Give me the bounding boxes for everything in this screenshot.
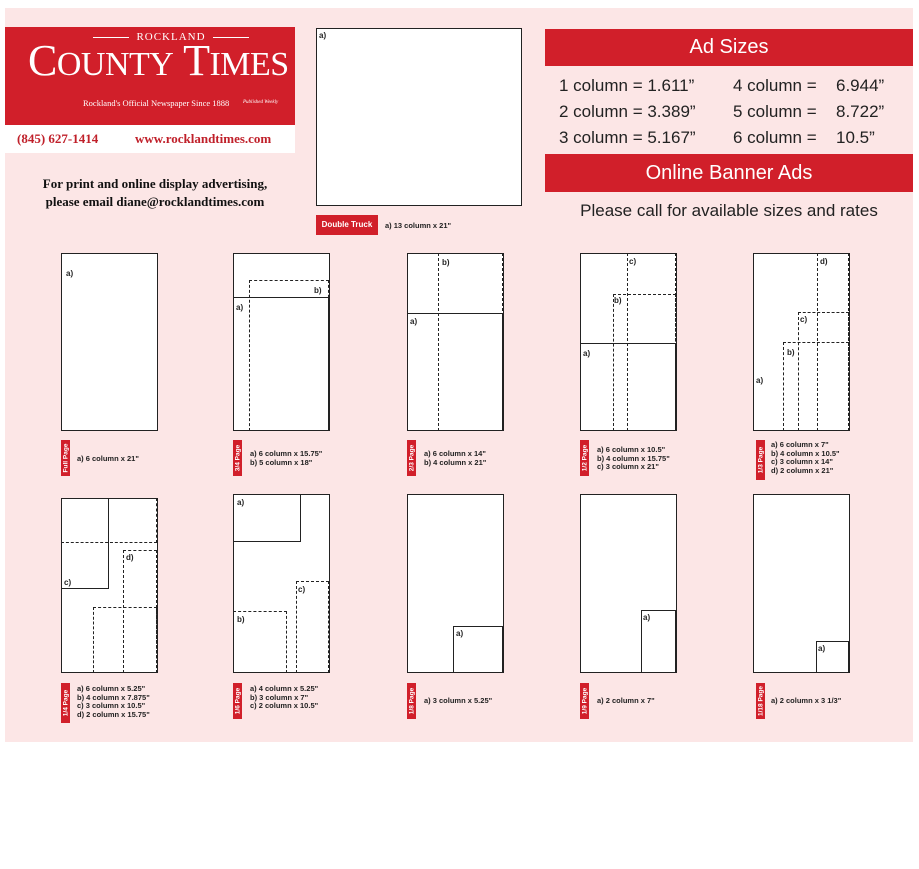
three-quarter-page-tag-text: 3/4 Page: [234, 444, 241, 472]
spec-b: b) 5 column x 18": [250, 457, 313, 467]
spec-b: b) 4 column x 7.875": [77, 692, 150, 702]
size-6-column-label: 6 column =: [733, 128, 817, 147]
newspaper-logo: [5, 27, 295, 125]
ad-area-b: [438, 253, 503, 431]
two-thirds-page-tag-text: 2/3 Page: [408, 444, 415, 472]
sixth-page-tag-text: 1/6 Page: [234, 687, 241, 715]
website-link[interactable]: www.rocklandtimes.com: [135, 131, 272, 146]
box-label-a: a): [756, 376, 764, 385]
spec-c: c) 2 column x 10.5": [250, 701, 319, 711]
two-thirds-page-tag: [407, 440, 416, 476]
quarter-page-tag-text: 1/4 Page: [62, 689, 69, 717]
spec-b: b) 4 column x 10.5": [771, 448, 840, 458]
spec-b: b) 3 column x 7": [250, 692, 309, 702]
double-truck-tag: Double Truck: [316, 215, 378, 235]
size-5-column-label: 5 column =: [733, 102, 817, 121]
ad-sizes-header: Ad Sizes: [545, 29, 913, 66]
spec-a: a) 6 column x 21": [77, 454, 139, 463]
spec-b: b) 4 column x 15.75": [597, 453, 670, 463]
logo-rockland: ROCKLAND: [71, 31, 271, 43]
size-1-column: 1 column = 1.611”: [559, 76, 695, 95]
eighth-page-diagram: [407, 494, 504, 673]
size-4-column-value: 6.944”: [836, 76, 885, 95]
box-label-d: d): [126, 553, 134, 562]
ninth-page-specs: [597, 697, 655, 706]
ad-sizes-right-labels: [733, 73, 817, 151]
box-label-a: a): [66, 269, 74, 278]
ad-area-b: [249, 280, 329, 431]
logo-published: Published Weekly: [243, 100, 279, 105]
logo-title-ounty: OUNTY: [56, 46, 174, 83]
box-label-c: c): [629, 257, 637, 266]
three-quarter-page-diagram: [233, 253, 330, 431]
third-page-specs: [771, 441, 840, 475]
two-thirds-page-diagram: [407, 253, 504, 431]
size-6-column-value: 10.5”: [836, 128, 875, 147]
ad-sizes-right-values: [836, 73, 884, 151]
eighteenth-page-diagram: [753, 494, 850, 673]
spec-c: c) 3 column x 14": [771, 457, 833, 467]
eighteenth-page-specs: [771, 697, 841, 706]
quarter-page-diagram: [61, 498, 158, 673]
logo-tagline: Rockland's Official Newspaper Since 1888: [83, 98, 230, 108]
box-label-d: d): [820, 257, 828, 266]
double-truck-spec: a) 13 column x 21": [385, 221, 452, 230]
online-banner-header: Online Banner Ads: [545, 154, 913, 192]
full-page-diagram: [61, 253, 158, 431]
eighth-page-specs: [424, 697, 492, 706]
ad-sizes-left: [559, 73, 696, 151]
box-label-a: a): [583, 349, 591, 358]
full-page-tag-text: Full Page: [62, 443, 69, 473]
box-label-b: b): [442, 258, 450, 267]
size-5-column-value: 8.722”: [836, 102, 885, 121]
box-label-a: a): [818, 644, 826, 653]
ad-area-c: [296, 581, 329, 673]
box-label-c: c): [800, 315, 808, 324]
logo-title-imes: IMES: [209, 46, 289, 83]
email-line-2[interactable]: please email diane@rocklandtimes.com: [45, 194, 265, 209]
logo-title-c: C: [28, 36, 57, 85]
size-4-column-label: 4 column =: [733, 76, 817, 95]
half-page-tag: [580, 440, 589, 476]
ninth-page-tag-text: 1/9 Page: [581, 687, 588, 715]
half-page-diagram: [580, 253, 677, 431]
sixth-page-specs: [250, 685, 318, 711]
spec-c: c) 3 column x 10.5": [77, 701, 146, 711]
online-banner-note: Please call for available sizes and rates: [580, 201, 878, 220]
sixth-page-diagram: [233, 494, 330, 673]
half-page-specs: [597, 446, 670, 472]
ninth-page-diagram: [580, 494, 677, 673]
box-label-a: a): [456, 629, 464, 638]
size-2-column: 2 column = 3.389”: [559, 102, 696, 121]
spec-a: a) 3 column x 5.25": [424, 696, 493, 705]
half-page-tag-text: 1/2 Page: [581, 444, 588, 472]
box-label-a: a): [236, 303, 244, 312]
two-thirds-page-specs: [424, 450, 486, 467]
box-label-a: a): [410, 317, 418, 326]
spec-a: a) 6 column x 10.5": [597, 445, 666, 454]
spec-a: a) 6 column x 14": [424, 449, 486, 458]
box-label-b: b): [314, 286, 322, 295]
eighteenth-page-tag: [756, 683, 765, 719]
full-page-specs: [77, 455, 139, 464]
box-label-a: a): [319, 31, 327, 40]
spec-b: b) 4 column x 21": [424, 457, 487, 467]
quarter-page-tag: [61, 683, 70, 723]
spec-a: a) 6 column x 7": [771, 440, 829, 449]
box-label-b: b): [237, 615, 245, 624]
box-label-a: a): [237, 498, 245, 507]
sixth-page-tag: [233, 683, 242, 719]
eighteenth-page-tag-text: 1/18 Page: [757, 686, 764, 716]
ad-area-d: [123, 550, 157, 673]
logo-title-t: T: [183, 36, 210, 85]
ninth-page-tag: [580, 683, 589, 719]
ad-area-c: [627, 253, 676, 431]
email-instructions: [5, 175, 305, 211]
eighth-page-tag: [407, 683, 416, 719]
box-label-c: c): [64, 578, 72, 587]
double-truck-diagram: [316, 28, 522, 206]
three-quarter-page-tag: [233, 440, 242, 476]
third-page-tag-text: 1/3 Page: [757, 446, 764, 474]
size-3-column: 3 column = 5.167”: [559, 128, 696, 147]
quarter-page-specs: [77, 685, 150, 719]
spec-a: a) 4 column x 5.25": [250, 684, 319, 693]
full-page-tag: [61, 440, 70, 476]
third-page-tag: [756, 440, 765, 480]
spec-d: d) 2 column x 15.75": [77, 709, 150, 719]
spec-a: a) 2 column x 7": [597, 696, 655, 705]
ad-area-c: [61, 498, 109, 589]
eighth-page-tag-text: 1/8 Page: [408, 687, 415, 715]
email-line-1: For print and online display advertising,: [42, 176, 268, 191]
spec-d: d) 2 column x 21": [771, 465, 834, 475]
contact-bar: [5, 125, 295, 153]
phone-number: (845) 627-1414: [17, 131, 99, 146]
box-label-a: a): [643, 613, 651, 622]
spec-a: a) 6 column x 15.75": [250, 449, 323, 458]
spec-a: a) 2 column x 3 1/3": [771, 696, 842, 705]
box-label-b: b): [614, 296, 622, 305]
spec-c: c) 3 column x 21": [597, 462, 659, 472]
third-page-diagram: [753, 253, 850, 431]
ad-area-d: [817, 253, 849, 431]
box-label-b: b): [787, 348, 795, 357]
box-label-c: c): [298, 585, 306, 594]
spec-a: a) 6 column x 5.25": [77, 684, 146, 693]
three-quarter-page-specs: [250, 450, 322, 467]
